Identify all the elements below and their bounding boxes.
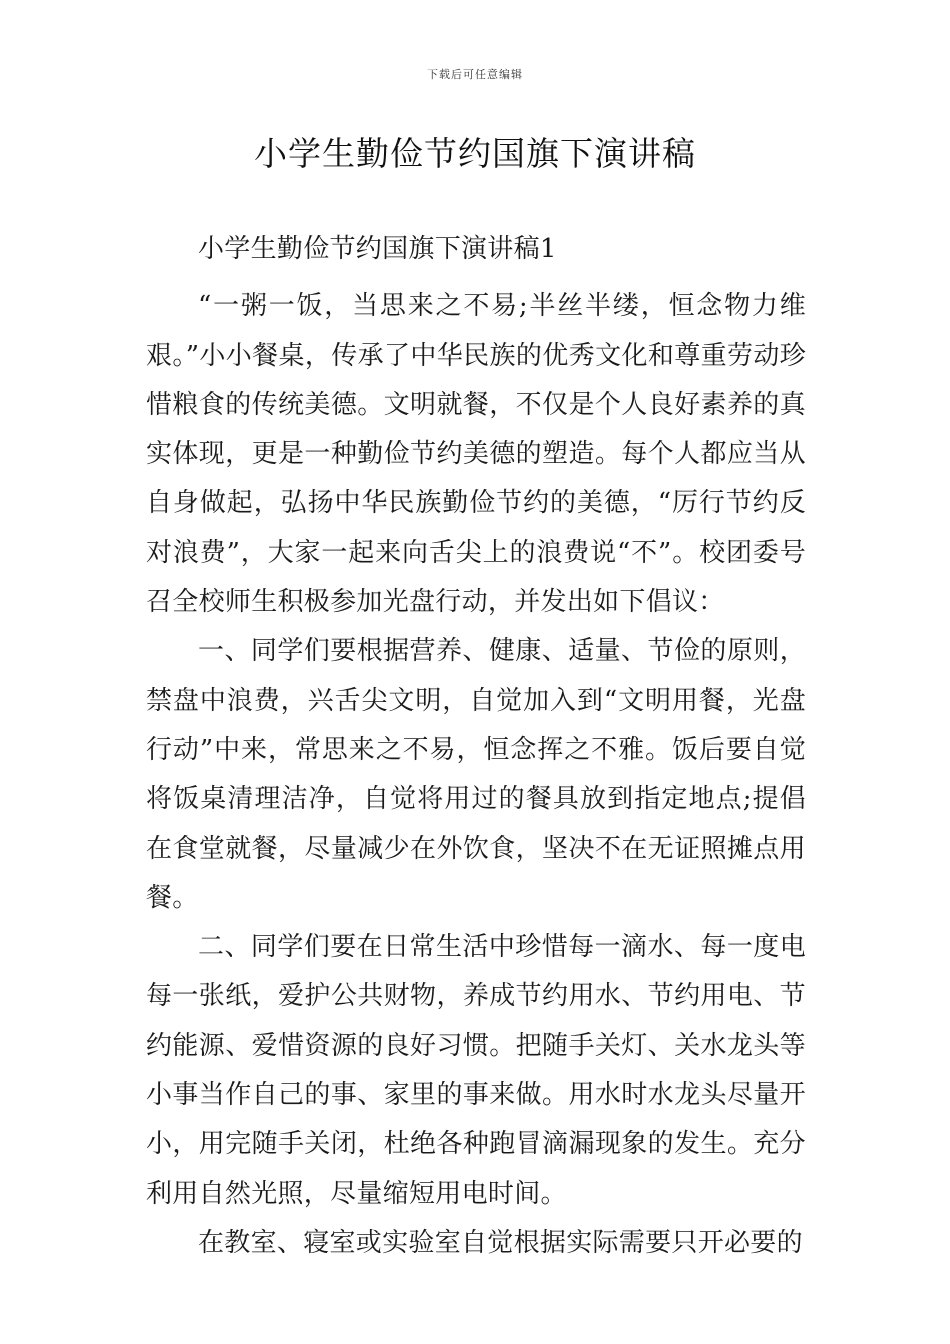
document-title: 小学生勤俭节约国旗下演讲稿 (254, 134, 696, 173)
paragraph-continued: 在教室、寝室或实验室自觉根据实际需要只开必要的 (198, 1227, 803, 1258)
header-note: 下载后可任意编辑 (427, 68, 523, 81)
paragraph-point-one: 一、同学们要根据营养、健康、适量、节俭的原则，禁盘中浪费，兴舌尖文明，自觉加入到“文明用餐，光盘行动”中来，常思来之不易，恒念挥之不雅。饭后要自觉将饭桌清理洁净，自觉将用过的餐具放到指定地点;提倡在食堂就餐，尽量减少在外饮食，坚决不在无证照摊点用餐。 (146, 636, 806, 913)
section-heading: 小学生勤俭节约国旗下演讲稿1 (198, 234, 557, 264)
paragraph-point-two: 二、同学们要在日常生活中珍惜每一滴水、每一度电每一张纸，爱护公共财物，养成节约用水、节约用电、节约能源、爱惜资源的良好习惯。把随手关灯、关水龙头等小事当作自己的事、家里的事来做。用水时水龙头尽量开小，用完随手关闭，杜绝各种跑冒滴漏现象的发生。充分利用自然光照，尽量缩短用电时间。 (146, 932, 806, 1209)
document-body (146, 225, 806, 1268)
paragraph-intro: “一粥一饭，当思来之不易;半丝半缕，恒念物力维艰。”小小餐桌，传承了中华民族的优秀文化和尊重劳动珍惜粮食的传统美德。文明就餐，不仅是个人良好素养的真实体现，更是一种勤俭节约美德的塑造。每个人都应当从自身做起，弘扬中华民族勤俭节约的美德，“厉行节约反对浪费”，大家一起来向舌尖上的浪费说“不”。校团委号召全校师生积极参加光盘行动，并发出如下倡议： (146, 291, 806, 618)
